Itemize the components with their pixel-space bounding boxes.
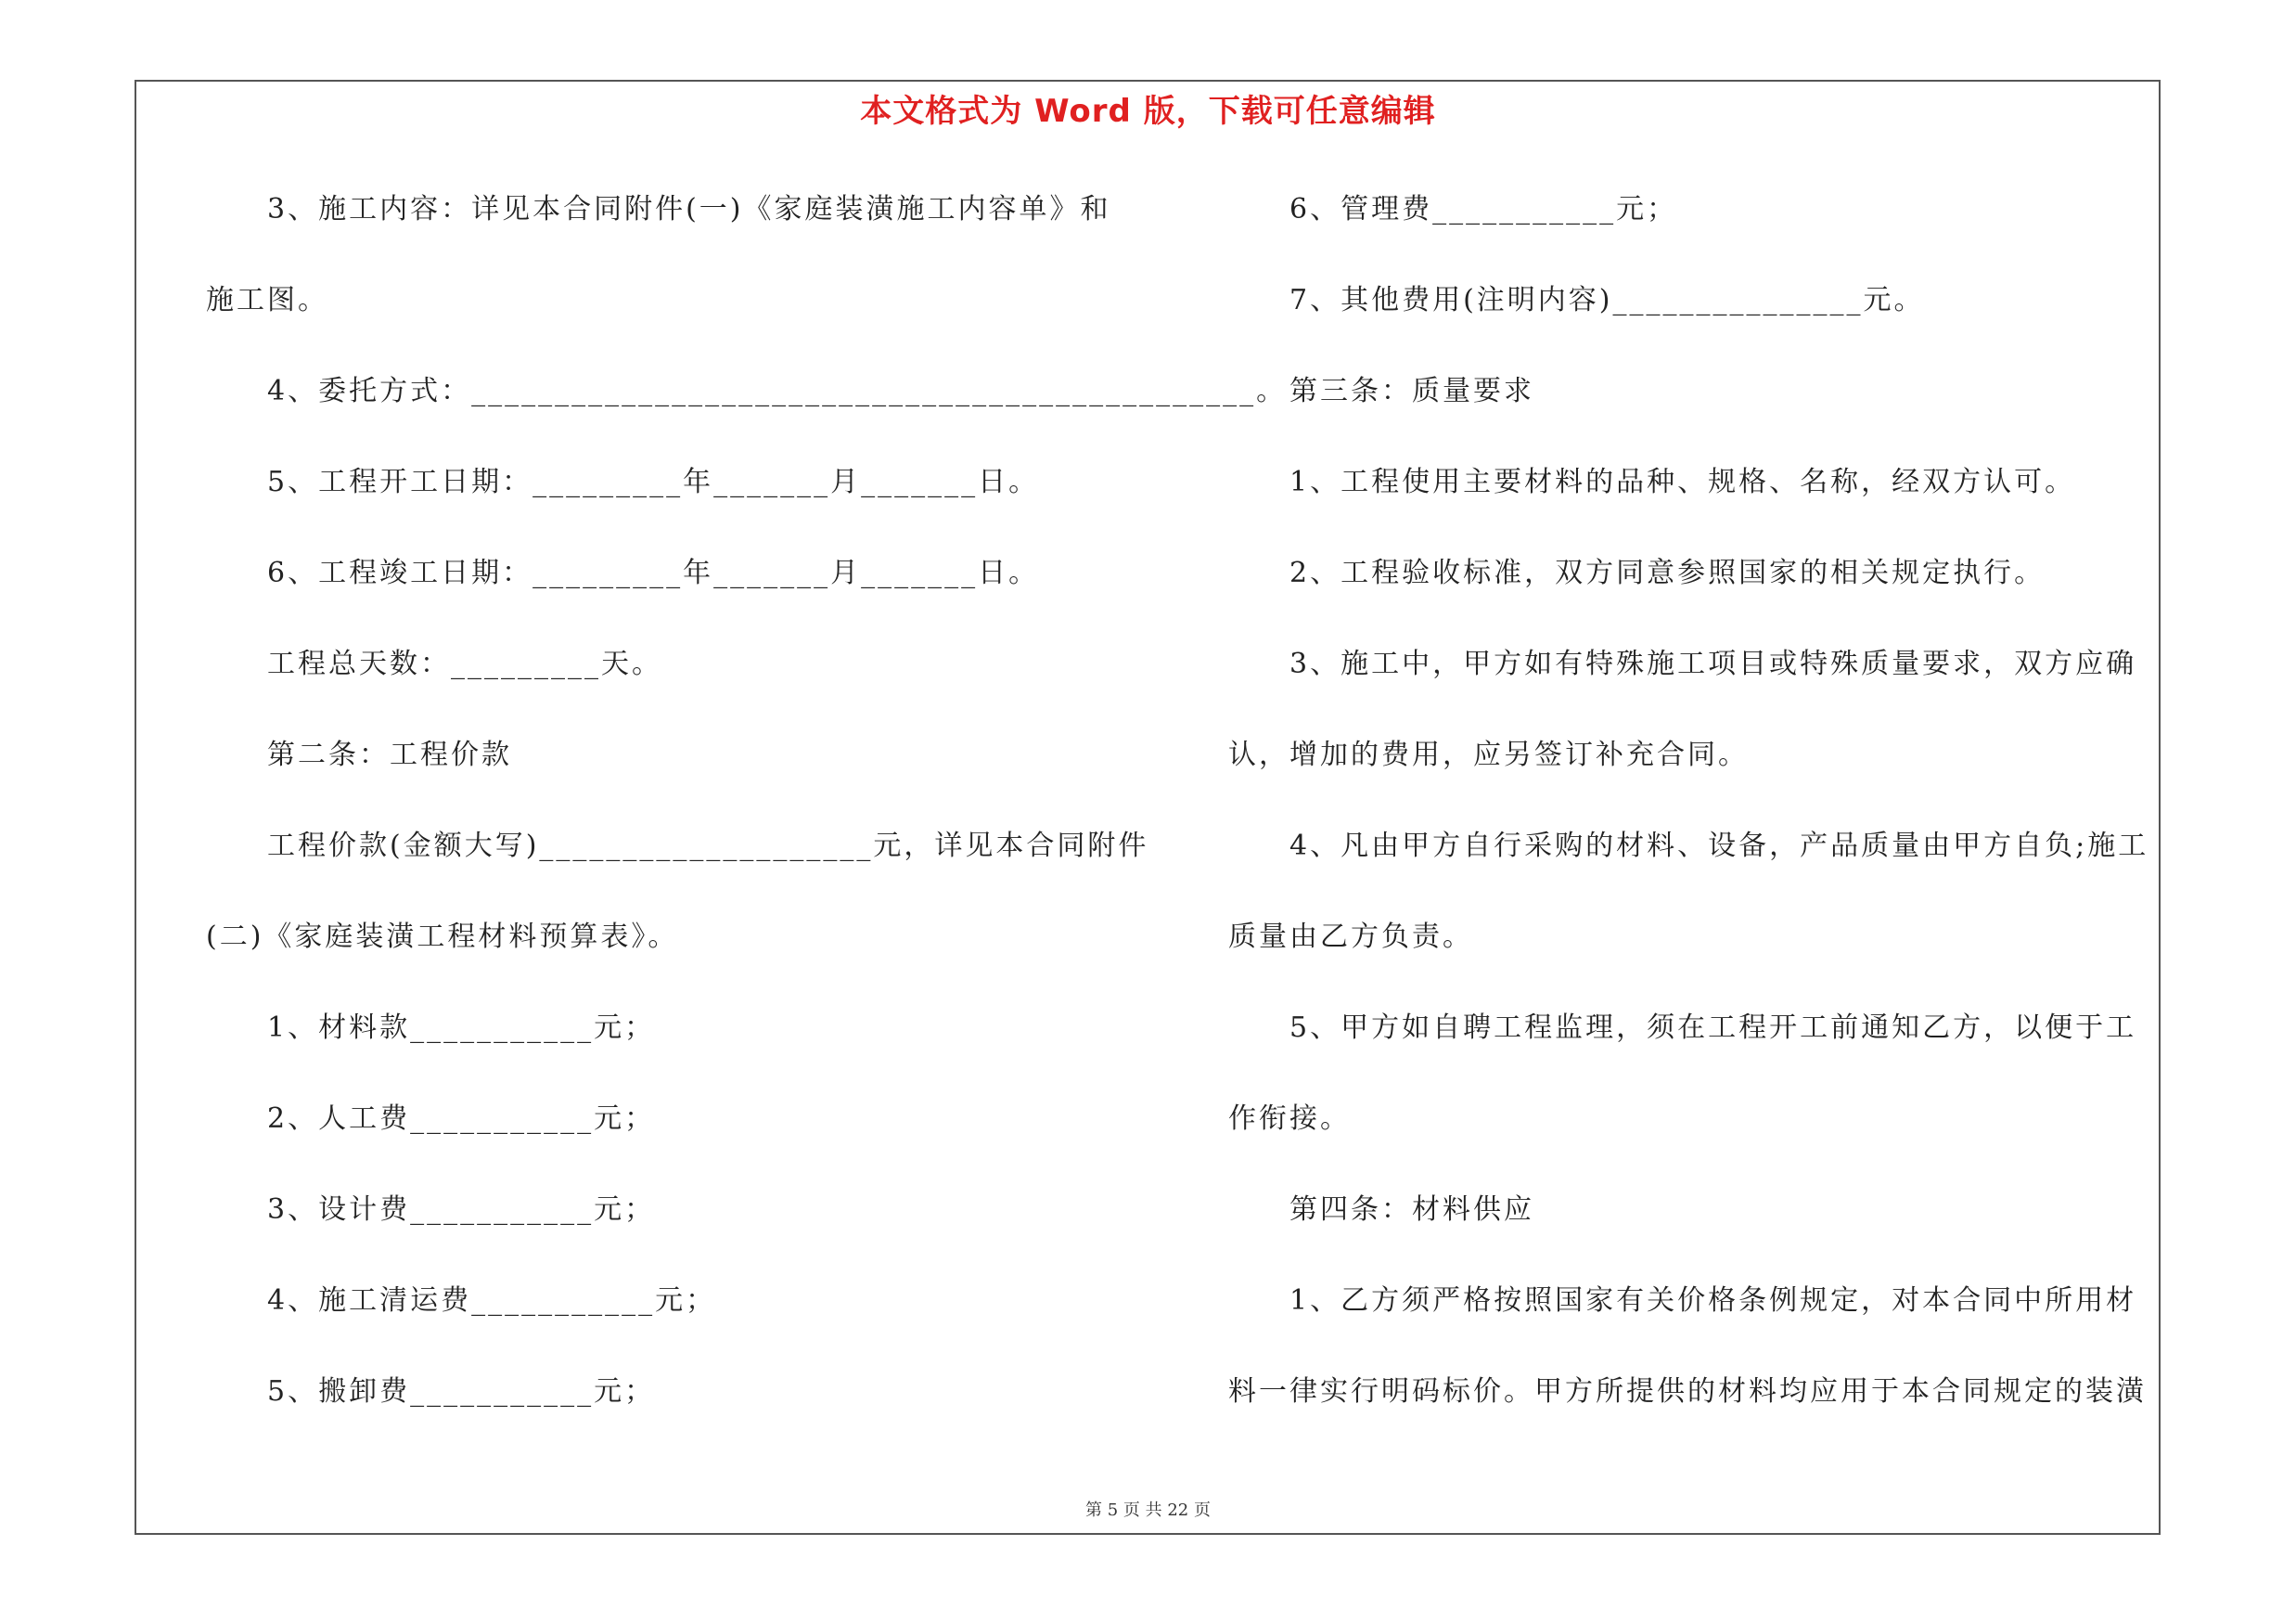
- paragraph-line: 质量由乙方负责。: [1228, 921, 1473, 953]
- paragraph-line: 7、其他费用(注明内容)_______________元。: [1289, 284, 1925, 316]
- paragraph-line: 第二条：工程价款: [267, 739, 512, 771]
- paragraph-line: 6、工程竣工日期：_________年_______月_______日。: [267, 557, 1040, 589]
- paragraph-line: 4、施工清运费___________元；: [267, 1284, 717, 1317]
- paragraph-line: 第四条：材料供应: [1289, 1193, 1534, 1226]
- paragraph-line: 1、乙方须严格按照国家有关价格条例规定，对本合同中所用材: [1289, 1284, 2137, 1317]
- paragraph-line: 工程价款(金额大写)____________________元，详见本合同附件: [267, 830, 1149, 862]
- left-column: [206, 182, 1288, 1455]
- paragraph-line: 5、搬卸费___________元；: [267, 1375, 656, 1408]
- paragraph-line: 2、工程验收标准，双方同意参照国家的相关规定执行。: [1289, 557, 2046, 589]
- paragraph-line: 2、人工费___________元；: [267, 1102, 656, 1135]
- paragraph-line: 3、施工中，甲方如有特殊施工项目或特殊质量要求，双方应确: [1289, 648, 2137, 680]
- paragraph-line: 认，增加的费用，应另签订补充合同。: [1228, 739, 1749, 771]
- paragraph-line: 3、施工内容：详见本合同附件(一)《家庭装潢施工内容单》和: [267, 193, 1111, 225]
- right-column: [1228, 182, 2156, 1455]
- paragraph-line: 5、甲方如自聘工程监理，须在工程开工前通知乙方，以便于工: [1289, 1011, 2137, 1044]
- paragraph-line: 1、工程使用主要材料的品种、规格、名称，经双方认可。: [1289, 466, 2076, 498]
- paragraph-line: (二)《家庭装潢工程材料预算表》。: [206, 921, 679, 953]
- paragraph-line: 工程总天数：_________天。: [267, 648, 662, 680]
- paragraph-line: 施工图。: [206, 284, 328, 316]
- paragraph-line: 1、材料款___________元；: [267, 1011, 656, 1044]
- paragraph-line: 作衔接。: [1228, 1102, 1351, 1135]
- paragraph-line: 4、委托方式：_______________________________________________。: [267, 375, 1288, 407]
- word-format-banner: 本文格式为 Word 版，下载可任意编辑: [860, 93, 1436, 130]
- paragraph-line: 5、工程开工日期：_________年_______月_______日。: [267, 466, 1040, 498]
- page-number-footer: 第 5 页 共 22 页: [1085, 1501, 1211, 1520]
- paragraph-line: 6、管理费___________元；: [1289, 193, 1678, 225]
- paragraph-line: 第三条：质量要求: [1289, 375, 1534, 407]
- paragraph-line: 3、设计费___________元；: [267, 1193, 656, 1226]
- paragraph-line: 4、凡由甲方自行采购的材料、设备，产品质量由甲方自负;施工: [1289, 830, 2149, 862]
- paragraph-line: 料一律实行明码标价。甲方所提供的材料均应用于本合同规定的装潢: [1228, 1375, 2147, 1408]
